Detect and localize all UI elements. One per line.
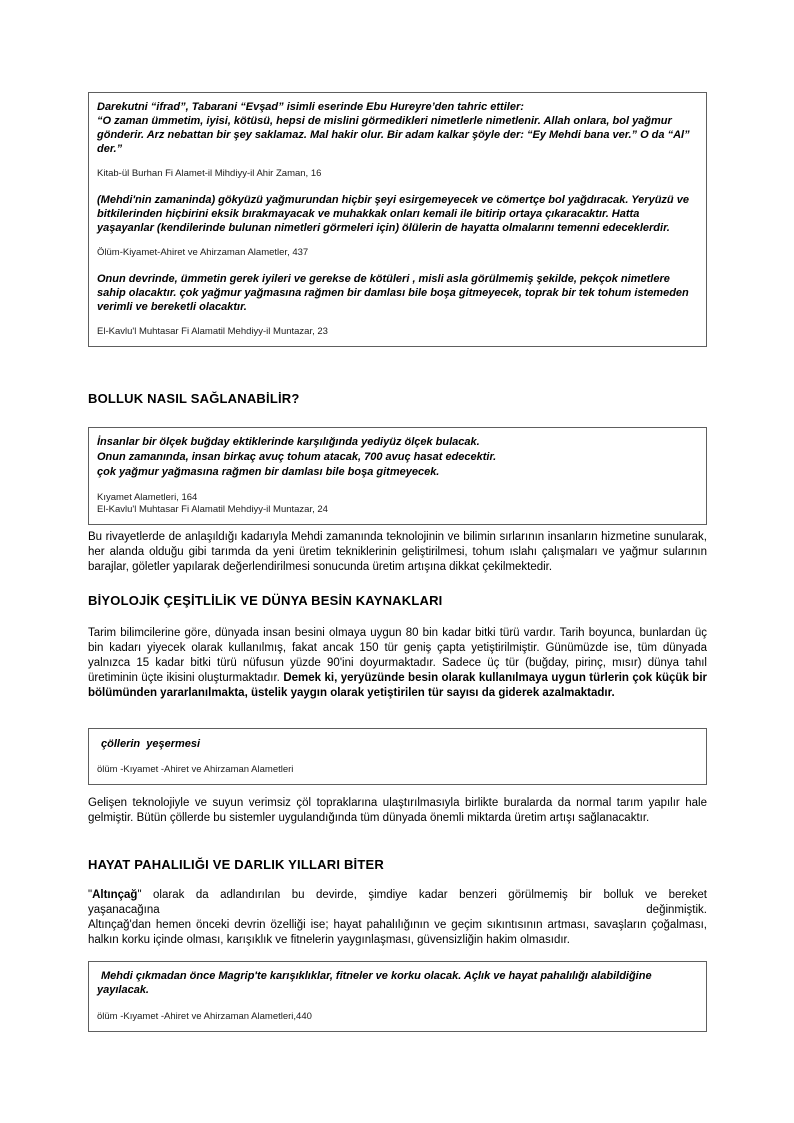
paragraph-text: " olarak da adlandırılan bu devirde, şimdiye kadar benzeri görülmemiş bir bolluk ve bereket [137, 889, 707, 901]
quote-paragraph: Mehdi çıkmadan önce Magrip'te karışıklıklar, fitneler ve korku olacak. Açlık ve hayat pahalılığı alabildiğine yayılacak. [97, 970, 652, 996]
quote-box-4 [88, 961, 707, 1032]
quote-mark: " [88, 889, 93, 901]
quote-paragraph [97, 100, 697, 156]
quote-box-1 [88, 92, 707, 347]
paragraph-text: yaşanacağına [88, 904, 160, 916]
paragraph-text: Altınçağ'dan hemen önceki devrin özelliği ise; hayat pahalılığının ve geçim sıkıntısının artması, savaşların çoğalması, halkın korku içinde olması, karışıklık ve fitnelerin yaygınlaşması, güvensizliğin hakim olmasıdır. [88, 919, 707, 946]
source-citation: ölüm -Kıyamet -Ahiret ve Ahirzaman Alametleri [97, 764, 294, 775]
body-paragraph-rivayet: Bu rivayetlerde de anlaşıldığı kadarıyla Mehdi zamanında teknolojinin ve bilimin sırlarının insanların hizmetine sunularak, her alanda olduğu gibi tarımda da yeni üretim tekniklerinin geliştirilmesi, tohum ıslahı çalışmaları ve yağmur sularının barajlar, göletler yapılarak değerlendirilmesi sonucunda üretim artışına dikkat çekilmektedir. [88, 531, 707, 573]
source-citation: Ölüm-Kiyamet-Ahiret ve Ahirzaman Alametler, 437 [97, 247, 309, 258]
quote-paragraph: (Mehdi'nin zamaninda) gökyüzü yağmurundan hiçbir şeyi esirgemeyecek ve cömertçe bol yağdıracak. Yeryüzü ve bitkilerinden hiçbirini eksik bırakmayacak ve muhakkak onları kemali ile bitirip ortaya çıkaracaktır. Hatta yaşayanlar (kendilerinde bulunan nimetleri görmeleri için) ölülerin de hayatta olmalarını temenni edeceklerdir. [97, 194, 689, 234]
body-paragraph-altincag [88, 888, 707, 948]
quote-line: çok yağmur yağmasına rağmen bir damlası bile boşa gitmeyecek. [97, 466, 440, 478]
section-heading-hayat: HAYAT PAHALILIĞI VE DARLIK YILLARI BİTER [88, 857, 384, 872]
quote-line: Onun zamanında, insan birkaç avuç tohum atacak, 700 avuç hasat edecektir. [97, 451, 497, 463]
paragraph-text: değinmiştik. [646, 904, 707, 916]
paragraph-line-justified [88, 888, 707, 903]
source-citation: ölüm -Kıyamet -Ahiret ve Ahirzaman Alametleri,440 [97, 1011, 312, 1022]
quote-paragraph: Onun devrinde, ümmetin gerek iyileri ve gerekse de kötüleri , misli asla görülmemiş şekilde, pekçok nimetlere sahip olacaktır. çok yağmur yağmasına rağmen bir damlası bile boşa gitmeyecek, toprak bir tek tohum istemeden verimli ve bereketli olacaktır. [97, 273, 689, 313]
quote-line: İnsanlar bir ölçek buğday ektiklerinde karşılığında yediyüz ölçek bulacak. [97, 436, 480, 448]
section-heading-bolluk: BOLLUK NASIL SAĞLANABİLİR? [88, 391, 300, 406]
quote-box-2 [88, 427, 707, 525]
body-paragraph-gelisen: Gelişen teknolojiyle ve suyun verimsiz çöl topraklarına ulaştırılmasıyla birlikte buralarda da normal tarım yapılır hale gelmiştir. Bütün çöllerde bu sistemler uygulandığında tüm dünyada önemli miktarda üretim artışı sağlanacaktır. [88, 797, 707, 824]
source-citation: Kıyamet Alametleri, 164 [97, 492, 198, 503]
body-paragraph-tarim [88, 626, 707, 701]
section-heading-biyolojik: BİYOLOJİK ÇEŞİTLİLİK VE DÜNYA BESİN KAYNAKLARI [88, 593, 443, 608]
paragraph-bold-text: Altınçağ [92, 889, 138, 901]
quote-text: “O zaman ümmetim, iyisi, kötüsü, hepsi de mislini görmedikleri nimetlerle nimetlenir. Allah onlara, bol yağmur gönderir. Arz nebattan bir şey saklamaz. Mal hakir olur. Bir adam kalkar şöyle der: “Ey Mehdi bana ver.” O da “Al” der.” [97, 115, 690, 155]
quote-paragraph [97, 435, 697, 480]
quote-box-3 [88, 728, 707, 785]
quote-paragraph: çöllerin yeşermesi [101, 738, 201, 750]
quote-line: Darekutni “ifrad”, Tabarani “Evşad” isimli eserinde Ebu Hureyre’den tahric ettiler: [97, 101, 524, 113]
paragraph-split-line [88, 903, 707, 918]
source-citation: El-Kavlu'l Muhtasar Fi Alamatil Mehdiyy-il Muntazar, 24 [97, 504, 328, 515]
source-citation: El-Kavlu'l Muhtasar Fi Alamatil Mehdiyy-il Muntazar, 23 [97, 326, 328, 337]
paragraph-bold-text: Demek ki, yeryüzünde besin olarak kullanılmaya uygun türlerin çok küçük bir bölümünden yararlanılmakta, üstelik yaygın olarak yetiştirilen tür sayısı da giderek azalmaktadır. [88, 672, 707, 699]
source-citation: Kitab-ül Burhan Fi Alamet-il Mihdiyy-il Ahir Zaman, 16 [97, 168, 322, 179]
paragraph-text: Tarim bilimcilerine göre, dünyada insan besini olmaya uygun 80 bin kadar bitki türü vardır. Tarih boyunca, bunlardan üç bin kadarı yiyecek olarak kullanılmış, fakat ancak 150 tür geniş çapta yetiştirilmiştir. Günümüzde ise, tüm dünyada yalnızca 15 kadar bitki türü nüfusun yüzde 90'ini doyurmaktadır. Sadece üç tür (buğday, pirinç, mısır) dünya tahıl üretiminin üçte ikisini oluşturmaktadır. [88, 627, 707, 684]
